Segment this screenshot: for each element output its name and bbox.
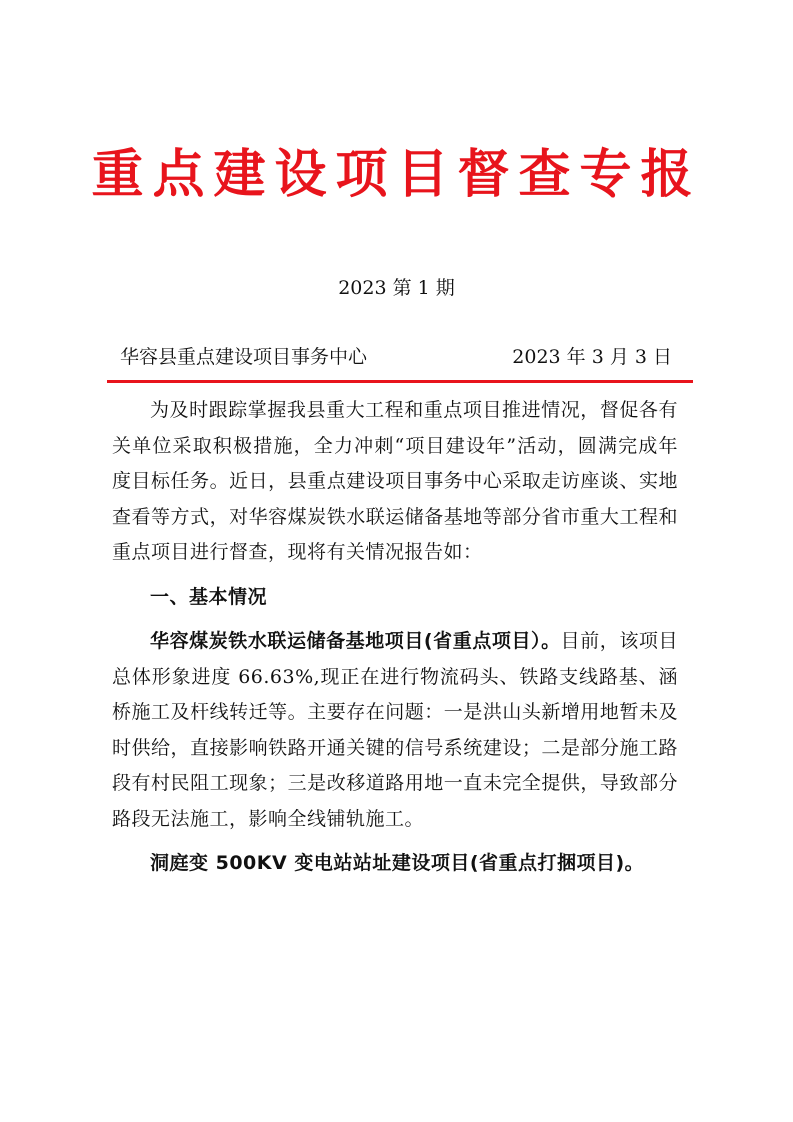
project1-paragraph [112, 624, 678, 837]
project1-text: 目前，该项目总体形象进度 66.63%,现正在进行物流码头、铁路支线路基、涵桥施工及杆线转迁等。主要存在问题：一是洪山头新增用地暂未及时供给，直接影响铁路开通关键的信号系统建设；二是部分施工路段有村民阻工现象；三是改移道路用地一直未完全提供，导致部分路段无法施工，影响全线铺轨施工。 [112, 630, 678, 830]
intro-paragraph: 为及时跟踪掌握我县重大工程和重点项目推进情况，督促各有关单位采取积极措施，全力冲刺“项目建设年”活动，圆满完成年度目标任务。近日，县重点建设项目事务中心采取走访座谈、实地查看等方式，对华容煤炭铁水联运储备基地等部分省市重大工程和重点项目进行督查，现将有关情况报告如： [112, 399, 678, 563]
project2-title: 洞庭变 500KV 变电站站址建设项目(省重点打捆项目)。 [150, 852, 645, 874]
meta-row [120, 343, 672, 371]
issue-number: 2023 第 1 期 [338, 277, 455, 299]
red-divider-rule [107, 380, 693, 383]
issuing-organization: 华容县重点建设项目事务中心 [120, 346, 368, 368]
project2-paragraph [112, 846, 678, 882]
project1-title: 华容煤炭铁水联运储备基地项目(省重点项目）。 [150, 630, 561, 652]
report-body [112, 393, 678, 882]
issue-date: 2023 年 3 月 3 日 [512, 346, 672, 368]
section-heading-basic-situation: 一、基本情况 [150, 585, 268, 608]
masthead-title: 重点建设项目督查专报 [91, 145, 702, 205]
